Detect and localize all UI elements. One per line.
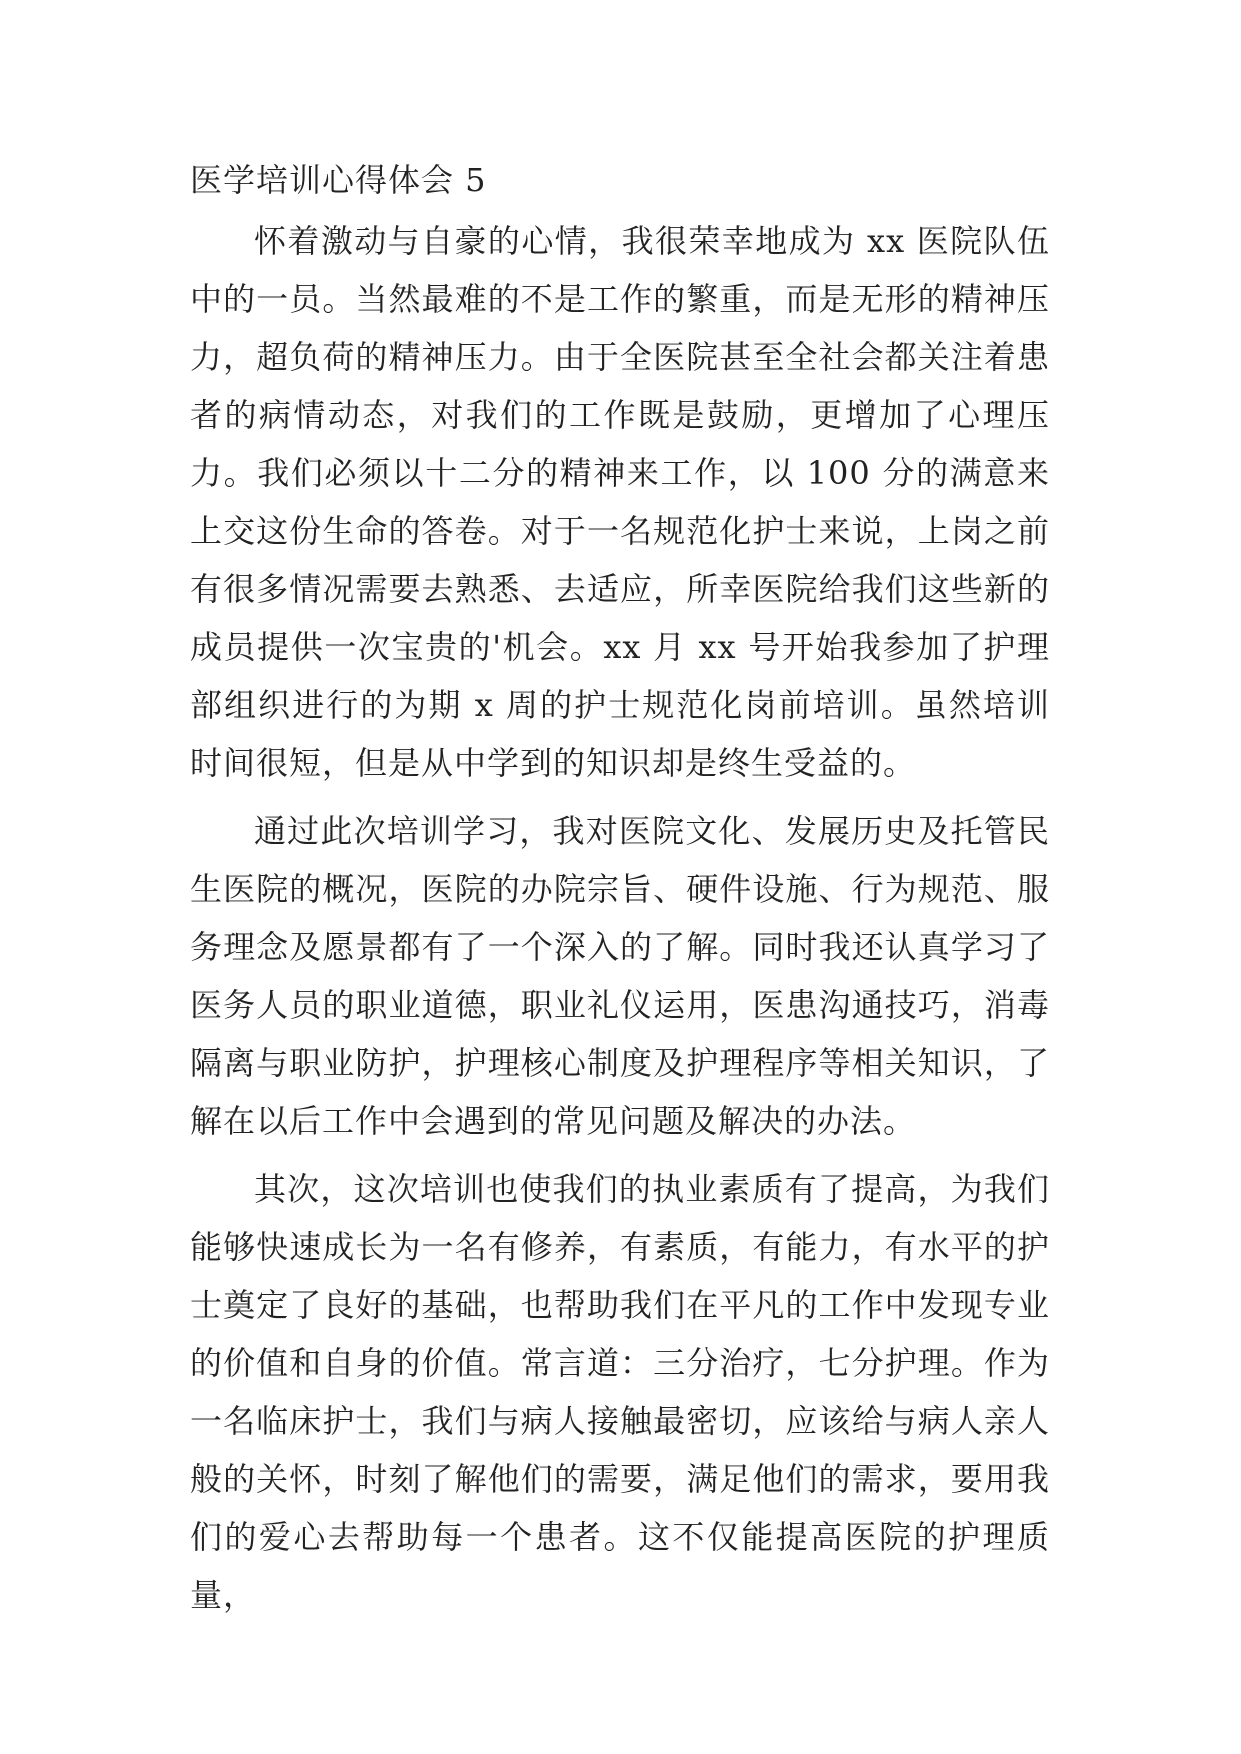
document-title: 医学培训心得体会 5 <box>190 161 487 199</box>
paragraph-3: 其次，这次培训也使我们的执业素质有了提高，为我们能够快速成长为一名有修养，有素质，有能力，有水平的护士奠定了良好的基础，也帮助我们在平凡的工作中发现专业的价值和自身的价值。常言道：三分治疗，七分护理。作为一名临床护士，我们与病人接触最密切，应该给与病人亲人般的关怀，时刻了解他们的需要，满足他们的需求，要用我们的爱心去帮助每一个患者。这不仅能提高医院的护理质量， <box>190 1170 1050 1614</box>
paragraph-2: 通过此次培训学习，我对医院文化、发展历史及托管民生医院的概况，医院的办院宗旨、硬件设施、行为规范、服务理念及愿景都有了一个深入的了解。同时我还认真学习了医务人员的职业道德，职业礼仪运用，医患沟通技巧，消毒隔离与职业防护，护理核心制度及护理程序等相关知识，了解在以后工作中会遇到的常见问题及解决的办法。 <box>190 812 1050 1140</box>
paragraph-1: 怀着激动与自豪的心情，我很荣幸地成为 xx 医院队伍中的一员。当然最难的不是工作的繁重，而是无形的精神压力，超负荷的精神压力。由于全医院甚至全社会都关注着患者的病情动态，对我们的工作既是鼓励，更增加了心理压力。我们必须以十二分的精神来工作，以 100 分的满意来上交这份生命的答卷。对于一名规范化护士来说，上岗之前有很多情况需要去熟悉、去适应，所幸医院给我们这些新的成员提供一次宝贵的'机会。xx 月 xx 号开始我参加了护理部组织进行的为期 x 周的护士规范化岗前培训。虽然培训时间很短，但是从中学到的知识却是终生受益的。 <box>190 222 1050 782</box>
document-body <box>190 158 1050 1634</box>
